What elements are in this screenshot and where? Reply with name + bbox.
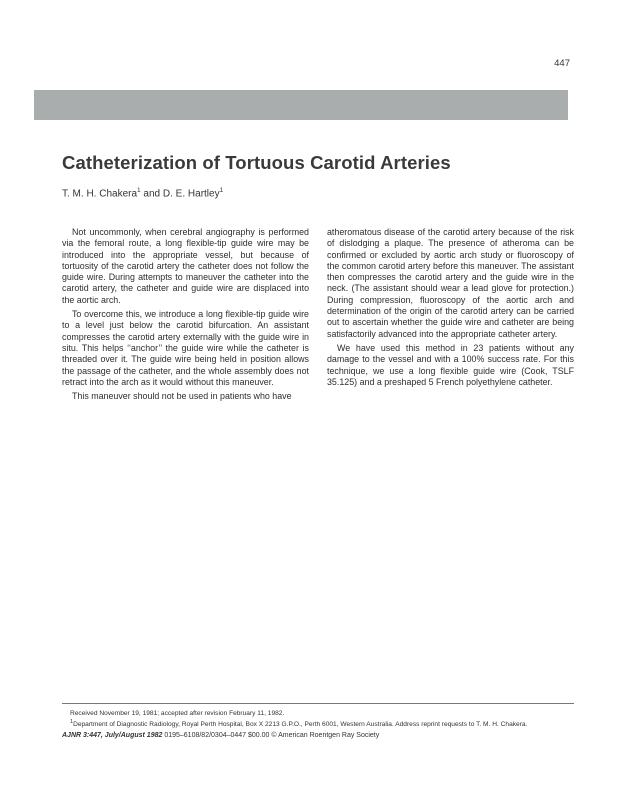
journal-citation [62,731,574,740]
affiliation-footnote-mark: 1 [70,719,74,725]
affiliation-text: Department of Diagnostic Radiology, Royal Perth Hospital, Box X 2213 G.P.O., Perth 6001, Western Australia. Address reprint requests to T. M. H. Chakera. [73,721,528,729]
received-note: Received November 19, 1981; accepted after revision February 11, 1982. [70,710,285,717]
body-column-right [327,227,574,391]
body-column-left [62,227,309,405]
article-title: Catheterization of Tortuous Carotid Arteries [62,152,451,173]
body-paragraph: To overcome this, we introduce a long flexible-tip guide wire to a level just below the carotid bifurcation. An assistant compresses the carotid artery externally with the guide wire in situ. This helps ‘‘anchor’’ the guide wire while the catheter is threaded over it. The guide wire being held in position allows the passage of the catheter, and the whole assembly does not retract into the arch as it would without this maneuver. [62,309,309,387]
footnote-divider [62,703,574,704]
author-name: T. M. H. Chakera [62,188,138,200]
page-number: 447 [554,58,570,69]
author-footnote-mark: 1 [137,187,141,194]
author-connector: and [140,188,163,200]
footnotes [62,709,574,740]
header-band [34,90,568,120]
body-paragraph: Not uncommonly, when cerebral angiography is performed via the femoral route, a long flexible-tip guide wire may be introduced into the appropriate vessel, but because of tortuosity of the carotid artery the catheter does not follow the guide wire. During attempts to maneuver the catheter into the carotid artery, the catheter and guide wire are displaced into the aortic arch. [62,227,309,305]
author-name: D. E. Hartley [162,188,220,200]
author-line [62,187,223,199]
body-paragraph: We have used this method in 23 patients without any damage to the vessel and with a 100% success rate. For this technique, we use a long flexible guide wire (Cook, TSLF 35.125) and a preshaped 5 French polyethylene catheter. [327,342,574,387]
body-paragraph: atheromatous disease of the carotid artery because of the risk of dislodging a plaque. The presence of atheroma can be confirmed or excluded by aortic arch study or fluoroscopy of the common carotid artery before this maneuver. The assistant then compresses the carotid artery and the guide wire in the neck. (The assistant should wear a lead glove for protection.) During compression, fluoroscopy of the aortic arch and determination of the origin of the carotid artery can be carried out to ascertain whether the guide wire and catheter are being satisfactorily advanced into the appropriate catheter artery. [327,227,574,339]
citation-details: 0195–6108/82/0304–0447 $00.00 © American Roentgen Ray Society [162,732,380,740]
author-footnote-mark: 1 [219,187,224,194]
journal-reference: AJNR 3:447, July/August 1982 [62,732,163,740]
affiliation-note [62,718,574,729]
body-paragraph: This maneuver should not be used in patients who have [72,391,292,402]
